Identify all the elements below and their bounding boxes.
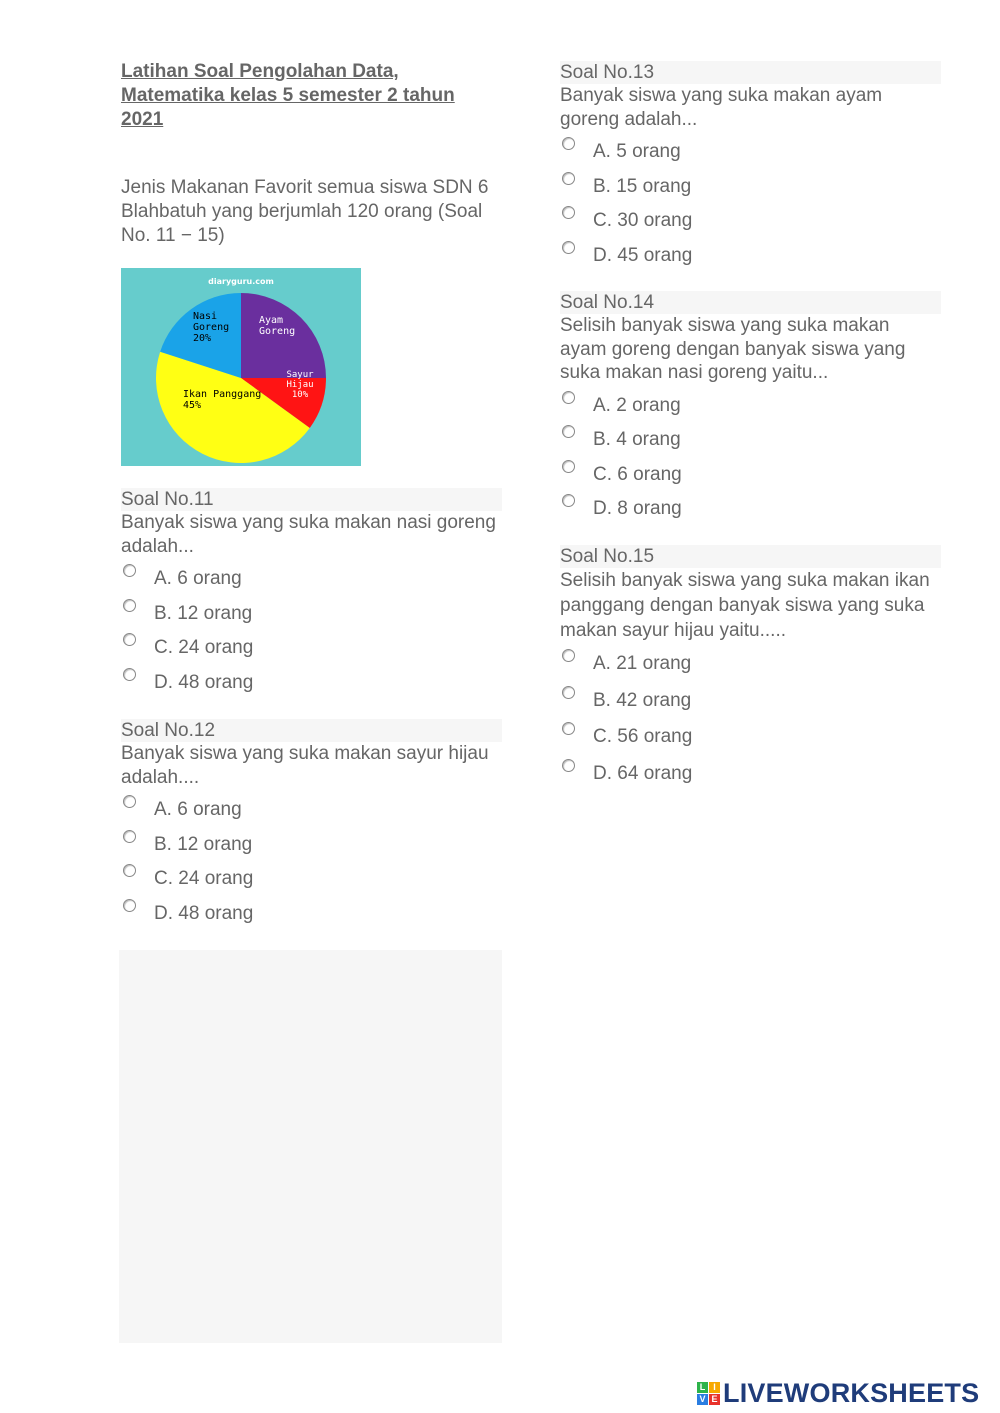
option-d[interactable] <box>560 759 941 796</box>
radio-icon[interactable] <box>562 425 575 438</box>
radio-icon[interactable] <box>562 137 575 150</box>
brand-text: LIVEWORKSHEETS <box>723 1377 980 1408</box>
option-d[interactable] <box>121 899 502 934</box>
option-b[interactable] <box>121 599 502 634</box>
option-c[interactable] <box>560 722 941 759</box>
question-12 <box>121 719 502 933</box>
brand-letter: L <box>697 1382 708 1393</box>
question-heading: Soal No.15 <box>560 545 941 568</box>
question-text: Banyak siswa yang suka makan nasi goreng adalah... <box>121 512 496 557</box>
radio-icon[interactable] <box>123 599 136 612</box>
option-label: D. 45 orang <box>593 244 693 266</box>
worksheet-title: Latihan Soal Pengolahan Data, Matematika kelas 5 semester 2 tahun 2021 <box>121 61 455 130</box>
question-13 <box>560 61 941 275</box>
option-b[interactable] <box>560 425 941 460</box>
brand-letter: V <box>697 1394 708 1405</box>
option-label: C. 30 orang <box>593 210 693 231</box>
option-label: D. 64 orang <box>593 762 693 784</box>
radio-icon[interactable] <box>123 564 136 577</box>
pie-label-nasi-goreng: Nasi Goreng 20% <box>193 311 230 344</box>
question-text: Selisih banyak siswa yang suka makan ayam goreng dengan banyak siswa yang suka makan nasi goreng yaitu... <box>560 315 906 383</box>
option-c[interactable] <box>560 206 941 241</box>
question-14 <box>560 291 941 529</box>
option-list <box>121 564 502 702</box>
radio-icon[interactable] <box>562 649 575 662</box>
option-label: A. 21 orang <box>593 653 692 674</box>
option-label: D. 8 orang <box>593 498 682 519</box>
pie-label-ayam-goreng: Ayam Goreng <box>259 315 296 337</box>
question-text: Banyak siswa yang suka makan ayam goreng adalah... <box>560 85 883 130</box>
question-text: Banyak siswa yang suka makan sayur hijau adalah.... <box>121 743 489 788</box>
option-label: B. 4 orang <box>593 429 681 450</box>
option-list <box>560 137 941 275</box>
radio-icon[interactable] <box>562 494 575 507</box>
brand-letter: E <box>709 1394 720 1405</box>
option-label: C. 24 orang <box>154 868 254 889</box>
radio-icon[interactable] <box>562 206 575 219</box>
option-a[interactable] <box>121 564 502 599</box>
radio-icon[interactable] <box>562 391 575 404</box>
radio-icon[interactable] <box>562 241 575 254</box>
option-c[interactable] <box>121 864 502 899</box>
option-a[interactable] <box>560 391 941 426</box>
radio-icon[interactable] <box>123 633 136 646</box>
brand-letter: I <box>709 1382 720 1393</box>
option-label: A. 2 orang <box>593 394 681 416</box>
option-label: A. 5 orang <box>593 141 681 162</box>
question-heading: Soal No.14 <box>560 291 941 314</box>
radio-icon[interactable] <box>123 668 136 681</box>
question-15 <box>560 545 941 795</box>
radio-icon[interactable] <box>562 460 575 473</box>
option-b[interactable] <box>121 830 502 865</box>
option-label: C. 24 orang <box>154 637 254 658</box>
option-c[interactable] <box>560 460 941 495</box>
option-b[interactable] <box>560 172 941 207</box>
radio-icon[interactable] <box>123 830 136 843</box>
brand-icon <box>697 1382 720 1405</box>
option-list <box>121 795 502 933</box>
radio-icon[interactable] <box>123 795 136 808</box>
question-heading: Soal No.13 <box>560 61 941 84</box>
option-d[interactable] <box>560 494 941 529</box>
radio-icon[interactable] <box>562 686 575 699</box>
option-label: B. 12 orang <box>154 602 253 624</box>
pie-chart-svg <box>121 268 361 466</box>
option-label: D. 48 orang <box>154 902 254 924</box>
option-label: D. 48 orang <box>154 671 254 693</box>
radio-icon[interactable] <box>562 722 575 735</box>
option-label: B. 42 orang <box>593 689 692 711</box>
option-list <box>560 649 941 795</box>
radio-icon[interactable] <box>123 864 136 877</box>
question-11 <box>121 488 502 702</box>
chart-watermark: diaryguru.com <box>208 277 274 286</box>
radio-icon[interactable] <box>562 759 575 772</box>
question-heading: Soal No.12 <box>121 719 502 742</box>
option-b[interactable] <box>560 686 941 723</box>
option-label: A. 6 orang <box>154 568 242 589</box>
option-list <box>560 391 941 529</box>
option-d[interactable] <box>560 241 941 276</box>
pie-label-ikan-panggang: Ikan Panggang 45% <box>183 389 262 411</box>
radio-icon[interactable] <box>123 899 136 912</box>
liveworksheets-logo <box>697 1378 979 1408</box>
intro-text: Jenis Makanan Favorit semua siswa SDN 6 Blahbatuh yang berjumlah 120 orang (Soal No. 11 − 15) <box>121 177 489 246</box>
option-a[interactable] <box>560 137 941 172</box>
option-label: B. 15 orang <box>593 175 692 197</box>
option-a[interactable] <box>560 649 941 686</box>
option-label: C. 6 orang <box>593 463 682 485</box>
option-label: C. 56 orang <box>593 726 693 747</box>
question-heading: Soal No.11 <box>121 488 502 511</box>
question-text: Selisih banyak siswa yang suka makan ikan panggang dengan banyak siswa yang suka makan sayur hijau yaitu..... <box>560 570 930 641</box>
option-a[interactable] <box>121 795 502 830</box>
pie-chart <box>121 268 361 466</box>
pie-label-sayur-hijau: Sayur Hijau 10% <box>286 370 314 400</box>
option-label: A. 6 orang <box>154 799 242 820</box>
option-d[interactable] <box>121 668 502 703</box>
option-c[interactable] <box>121 633 502 668</box>
option-label: B. 12 orang <box>154 833 253 855</box>
radio-icon[interactable] <box>562 172 575 185</box>
empty-answer-area <box>119 950 502 1343</box>
